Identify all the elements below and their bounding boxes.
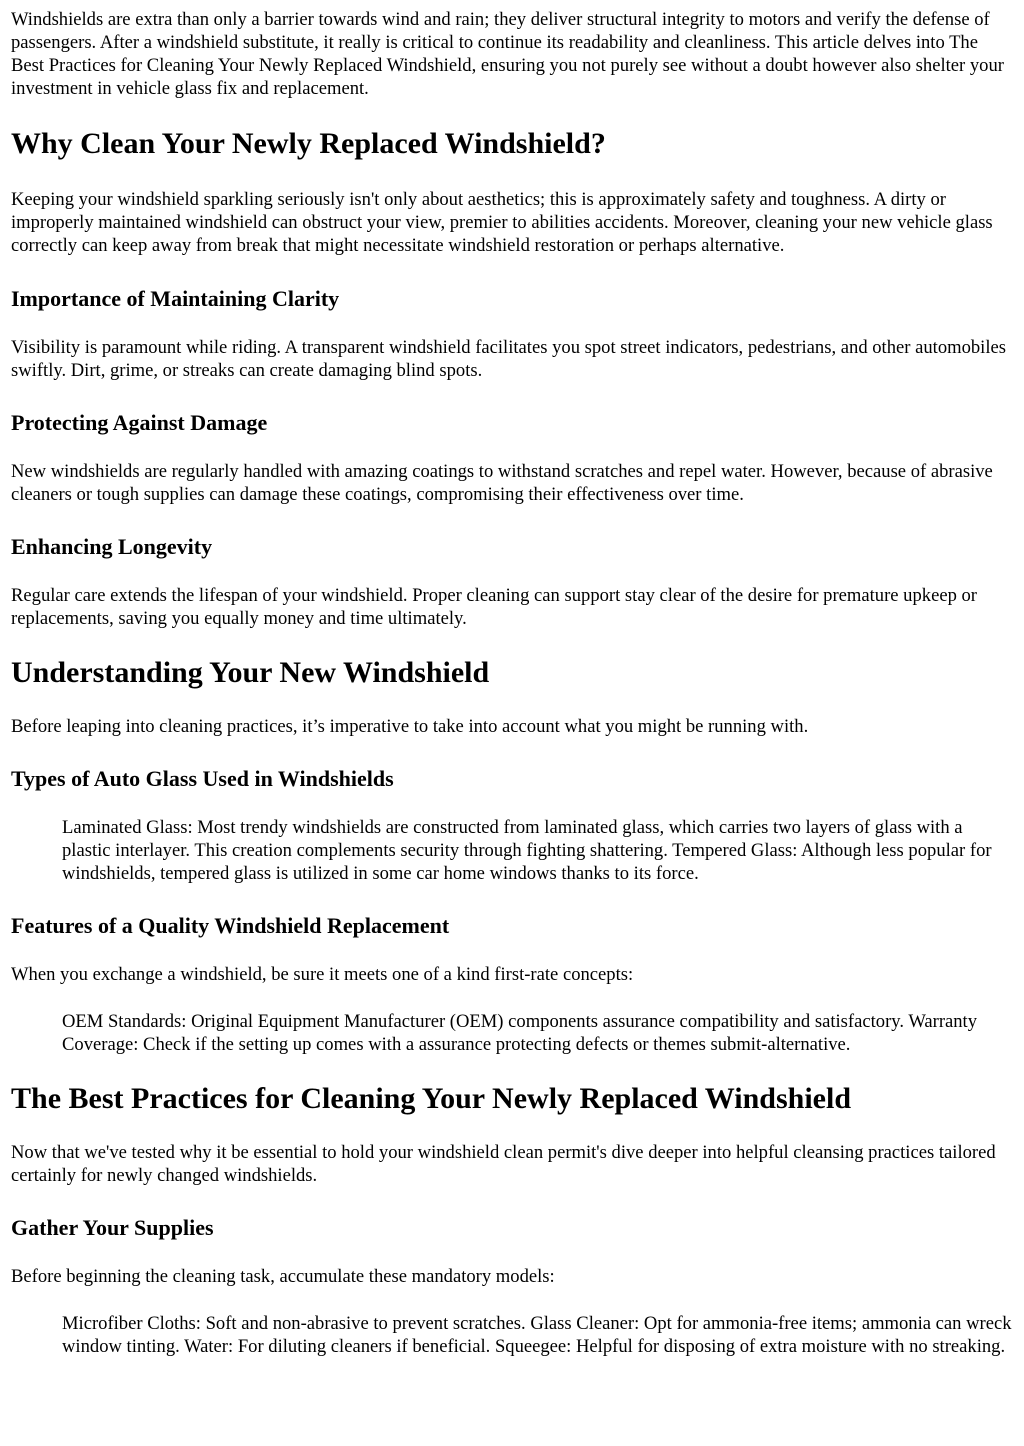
paragraph-maintaining-clarity: Visibility is paramount while riding. A transparent windshield facilitates you spot street indicators, pedestrians, and other automobiles swiftly. Dirt, grime, or streaks can create damaging blind spots. (11, 337, 1007, 381)
paragraph-why-clean: Keeping your windshield sparkling seriously isn't only about aesthetics; this is approximately safety and toughness. A dirty or improperly maintained windshield can obstruct your view, premier to abilities accidents. Moreover, cleaning your new vehicle glass correctly can keep away from break that might necessitate windshield restoration or perhaps alternative. (11, 189, 993, 256)
paragraph-best-practices: Now that we've tested why it be essential to hold your windshield clean permit's dive deeper into helpful cleansing practices tailored certainly for newly changed windshields. (11, 1142, 996, 1186)
paragraph-understanding: Before leaping into cleaning practices, it’s imperative to take into account what you might be running with. (11, 716, 809, 737)
section-heading-best-practices: The Best Practices for Cleaning Your Newly Replaced Windshield (11, 1082, 851, 1115)
subheading-maintaining-clarity: Importance of Maintaining Clarity (11, 286, 340, 311)
paragraph-protecting-damage: New windshields are regularly handled with amazing coatings to withstand scratches and repel water. However, because of abrasive cleaners or tough supplies can damage these coatings, compromising their effectiveness over time. (11, 461, 993, 505)
blockquote-glass-types: Laminated Glass: Most trendy windshields are constructed from laminated glass, which carries two layers of glass with a plastic interlayer. This creation complements security through fighting shattering. Tempered Glass: Although less popular for windshields, tempered glass is utilized in some car home windows thanks to its force. (62, 817, 992, 884)
paragraph-quality-features: When you exchange a windshield, be sure it meets one of a kind first-rate concepts: (11, 964, 634, 985)
subheading-protecting-damage: Protecting Against Damage (11, 410, 268, 435)
paragraph-enhancing-longevity: Regular care extends the lifespan of your windshield. Proper cleaning can support stay clear of the desire for premature upkeep or replacements, saving you equally money and time ultimately. (11, 585, 978, 629)
subheading-quality-features: Features of a Quality Windshield Replacement (11, 913, 450, 938)
subheading-glass-types: Types of Auto Glass Used in Windshields (11, 766, 394, 791)
paragraph-gather-supplies: Before beginning the cleaning task, accumulate these mandatory models: (11, 1266, 555, 1287)
section-heading-understanding: Understanding Your New Windshield (11, 656, 490, 689)
intro-paragraph: Windshields are extra than only a barrier towards wind and rain; they deliver structural integrity to motors and verify the defense of passengers. After a windshield substitute, it really is critical to continue its readability and cleanliness. This article delves into The Best Practices for Cleaning Your Newly Replaced Windshield, ensuring you not purely see without a doubt however also shelter your investment in vehicle glass fix and replacement. (11, 9, 1004, 99)
section-heading-why-clean: Why Clean Your Newly Replaced Windshield? (11, 127, 606, 160)
blockquote-supplies-list: Microfiber Cloths: Soft and non-abrasive to prevent scratches. Glass Cleaner: Opt for ammonia-free items; ammonia can wreck window tinting. Water: For diluting cleaners if beneficial. Squeegee: Helpful for disposing of extra moisture with no streaking. (62, 1313, 1012, 1357)
subheading-gather-supplies: Gather Your Supplies (11, 1215, 214, 1240)
subheading-enhancing-longevity: Enhancing Longevity (11, 534, 213, 559)
blockquote-quality-features: OEM Standards: Original Equipment Manufacturer (OEM) components assurance compatibility and satisfactory. Warranty Coverage: Check if the setting up comes with a assurance protecting defects or themes submit-alternative. (62, 1011, 978, 1055)
